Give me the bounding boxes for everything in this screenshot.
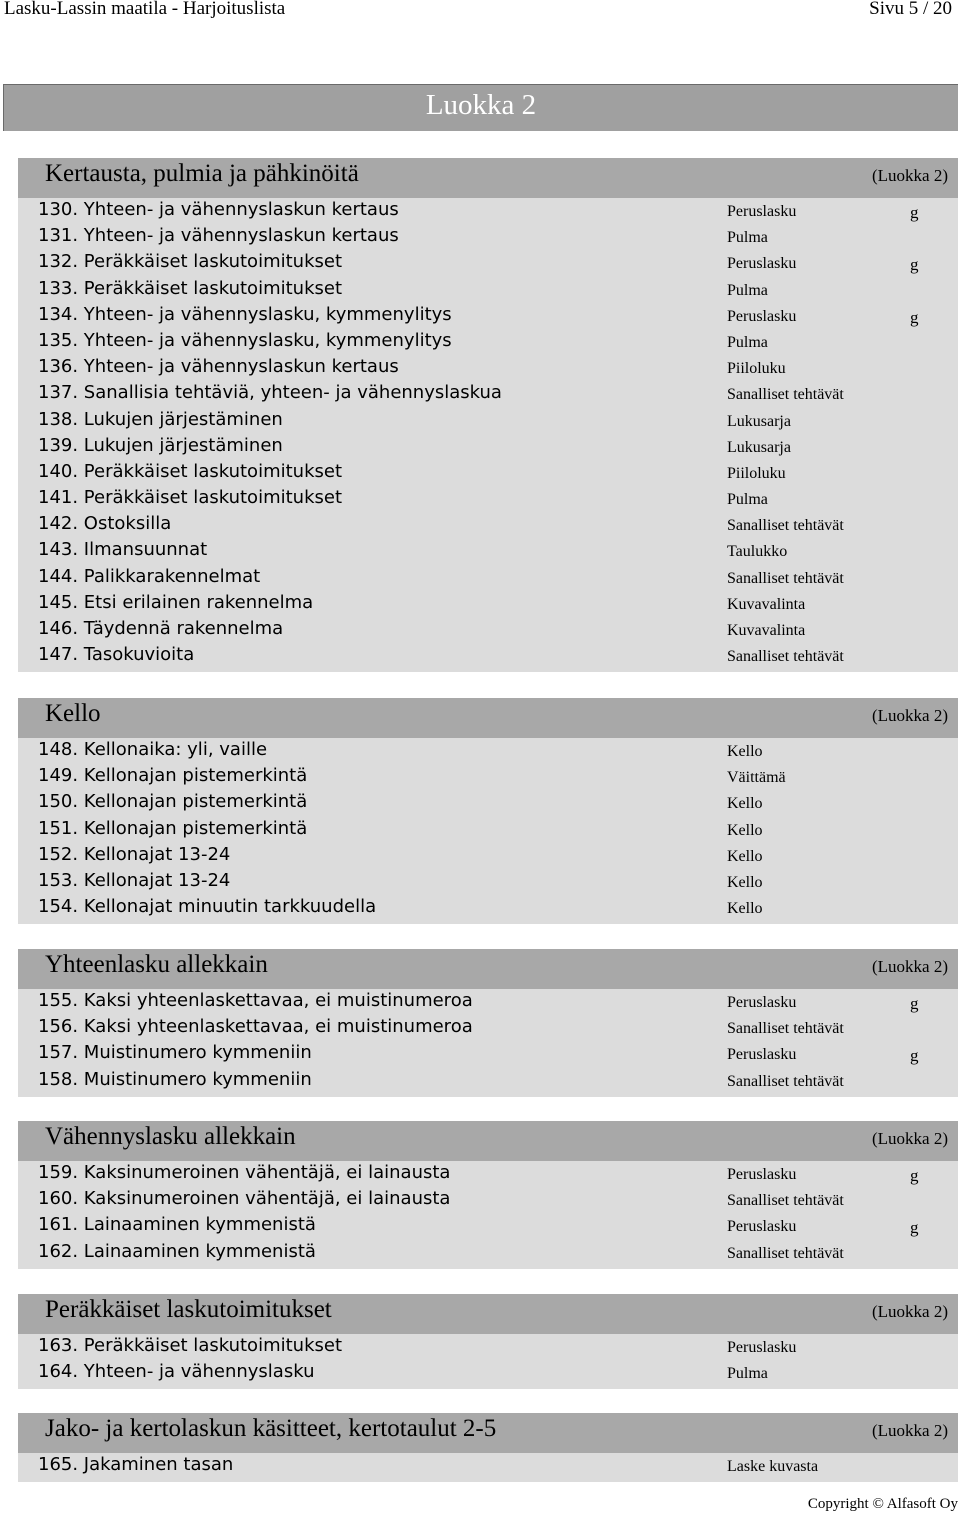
exercise-type: Kello	[727, 873, 763, 891]
section-items	[18, 738, 958, 924]
section-grade-level: (Luokka 2)	[871, 1302, 948, 1321]
section	[18, 698, 958, 924]
exercise-type: Kuvavalinta	[727, 622, 806, 639]
exercise-mark: g	[910, 994, 919, 1013]
exercise-mark: g	[910, 255, 919, 275]
list-item	[18, 644, 958, 670]
exercise-name: 149. Kellonajan pistemerkintä	[38, 765, 308, 787]
list-item	[18, 199, 958, 225]
exercise-type: Laske kuvasta	[727, 1458, 819, 1475]
section-items	[18, 1334, 958, 1389]
exercise-name: 136. Yhteen- ja vähennyslaskun kertaus	[38, 356, 399, 378]
section	[18, 1121, 958, 1269]
exercise-type: Pulma	[727, 491, 768, 509]
exercise-name: 140. Peräkkäiset laskutoimitukset	[38, 460, 343, 482]
list-item	[18, 1454, 958, 1480]
grade-banner	[3, 84, 958, 131]
exercise-name: 143. Ilmansuunnat	[38, 539, 208, 561]
document-title: Lasku-Lassin maatila - Harjoituslista	[4, 0, 286, 19]
exercise-name: 145. Etsi erilainen rakennelma	[38, 591, 314, 613]
exercise-type: Kuvavalinta	[727, 595, 806, 613]
exercise-name: 139. Lukujen järjestäminen	[38, 434, 283, 456]
copyright: Copyright © Alfasoft Oy	[807, 1496, 958, 1512]
list-item	[18, 739, 958, 765]
exercise-name: 142. Ostoksilla	[38, 513, 172, 535]
section-grade-level: (Luokka 2)	[871, 1129, 948, 1148]
exercise-name: 137. Sanallisia tehtäviä, yhteen- ja vähennyslaskua	[38, 382, 502, 404]
exercise-type: Kello	[727, 847, 763, 865]
exercise-type: Pulma	[727, 281, 768, 299]
exercise-name: 161. Lainaaminen kymmenistä	[38, 1214, 316, 1236]
section-header	[18, 949, 958, 989]
exercise-name: 156. Kaksi yhteenlaskettavaa, ei muistinumeroa	[38, 1016, 473, 1038]
list-item	[18, 1016, 958, 1042]
exercise-type: Piiloluku	[727, 360, 786, 378]
list-item	[18, 990, 958, 1016]
exercise-name: 153. Kellonajat 13-24	[38, 869, 231, 891]
exercise-type: Lukusarja	[727, 412, 791, 430]
list-item	[18, 566, 958, 592]
exercise-name: 160. Kaksinumeroinen vähentäjä, ei lainausta	[38, 1188, 451, 1210]
exercise-type: Taulukko	[727, 543, 788, 561]
exercise-mark: g	[910, 1166, 919, 1185]
exercise-name: 154. Kellonajat minuutin tarkkuudella	[38, 896, 377, 918]
list-item	[18, 1361, 958, 1387]
exercise-type: Sanalliset tehtävät	[727, 1244, 844, 1262]
list-item	[18, 487, 958, 513]
list-item	[18, 330, 958, 356]
list-item	[18, 1214, 958, 1240]
list-item	[18, 791, 958, 817]
exercise-type: Piiloluku	[727, 464, 786, 482]
exercise-mark: g	[910, 307, 919, 327]
list-item	[18, 896, 958, 922]
exercise-type: Peruslasku	[727, 1218, 797, 1236]
section-header	[18, 1413, 958, 1453]
section-grade-level: (Luokka 2)	[871, 166, 948, 185]
exercise-type: Pulma	[727, 1365, 768, 1383]
exercise-name: 150. Kellonajan pistemerkintä	[38, 791, 308, 813]
exercise-type: Pulma	[727, 333, 768, 351]
section-grade-level: (Luokka 2)	[871, 1421, 948, 1440]
exercise-type: Peruslasku	[727, 1166, 797, 1183]
exercise-name: 151. Kellonajan pistemerkintä	[38, 817, 308, 839]
exercise-type: Peruslasku	[727, 1046, 797, 1064]
section	[18, 158, 958, 672]
exercise-name: 158. Muistinumero kymmeniin	[38, 1068, 312, 1090]
exercise-name: 148. Kellonaika: yli, vaille	[38, 739, 268, 760]
section-title: Peräkkäiset laskutoimitukset	[45, 1296, 332, 1323]
list-item	[18, 435, 958, 461]
section	[18, 1294, 958, 1389]
list-item	[18, 1162, 958, 1188]
list-item	[18, 539, 958, 565]
exercise-mark: g	[910, 1218, 919, 1238]
exercise-type: Kello	[727, 900, 763, 918]
exercise-name: 141. Peräkkäiset laskutoimitukset	[38, 487, 343, 509]
exercise-type: Kello	[727, 743, 763, 760]
list-item	[18, 1188, 958, 1214]
exercise-type: Kello	[727, 795, 763, 813]
page-number: Sivu 5 / 20	[869, 0, 952, 19]
list-item	[18, 251, 958, 277]
list-item	[18, 592, 958, 618]
list-item	[18, 356, 958, 382]
list-item	[18, 1042, 958, 1068]
exercise-type: Peruslasku	[727, 1339, 797, 1356]
exercise-type: Sanalliset tehtävät	[727, 648, 844, 666]
exercise-type: Pulma	[727, 229, 768, 247]
section-title: Jako- ja kertolaskun käsitteet, kertotaulut 2-5	[45, 1415, 497, 1442]
exercise-name: 159. Kaksinumeroinen vähentäjä, ei lainausta	[38, 1162, 451, 1183]
exercise-type: Sanalliset tehtävät	[727, 386, 844, 404]
list-item	[18, 844, 958, 870]
list-item	[18, 765, 958, 791]
exercise-name: 132. Peräkkäiset laskutoimitukset	[38, 251, 343, 273]
exercise-name: 162. Lainaaminen kymmenistä	[38, 1240, 316, 1262]
section-title: Kertausta, pulmia ja pähkinöitä	[45, 160, 359, 187]
exercise-name: 135. Yhteen- ja vähennyslasku, kymmenylitys	[38, 329, 452, 351]
section-items	[18, 1161, 958, 1269]
section-header	[18, 1121, 958, 1161]
exercise-type: Sanalliset tehtävät	[727, 1192, 844, 1210]
exercise-type: Peruslasku	[727, 255, 797, 273]
exercise-type: Sanalliset tehtävät	[727, 1072, 844, 1090]
list-item	[18, 618, 958, 644]
exercise-name: 131. Yhteen- ja vähennyslaskun kertaus	[38, 225, 399, 247]
exercise-name: 146. Täydennä rakennelma	[38, 618, 284, 639]
exercise-name: 163. Peräkkäiset laskutoimitukset	[38, 1335, 343, 1356]
list-item	[18, 818, 958, 844]
section-grade-level: (Luokka 2)	[871, 957, 948, 976]
section-grade-level: (Luokka 2)	[871, 706, 948, 725]
exercise-mark: g	[910, 1046, 919, 1066]
list-item	[18, 409, 958, 435]
exercise-name: 155. Kaksi yhteenlaskettavaa, ei muistinumeroa	[38, 990, 473, 1011]
list-item	[18, 1335, 958, 1361]
section-items	[18, 198, 958, 672]
exercise-type: Sanalliset tehtävät	[727, 517, 844, 535]
section	[18, 1413, 958, 1482]
exercise-name: 165. Jakaminen tasan	[38, 1454, 234, 1475]
list-item	[18, 1069, 958, 1095]
section-title: Yhteenlasku allekkain	[45, 951, 268, 978]
exercise-type: Peruslasku	[727, 994, 797, 1011]
section-items	[18, 1453, 958, 1482]
exercise-type: Kello	[727, 821, 763, 839]
list-item	[18, 870, 958, 896]
exercise-mark: g	[910, 203, 919, 222]
exercise-name: 157. Muistinumero kymmeniin	[38, 1042, 312, 1064]
exercise-type: Väittämä	[727, 769, 786, 787]
exercise-name: 147. Tasokuvioita	[38, 644, 195, 666]
exercise-name: 138. Lukujen järjestäminen	[38, 408, 283, 430]
exercise-name: 152. Kellonajat 13-24	[38, 843, 231, 865]
exercise-type: Peruslasku	[727, 307, 797, 325]
list-item	[18, 1241, 958, 1267]
section-items	[18, 989, 958, 1097]
exercise-name: 144. Palikkarakennelmat	[38, 565, 261, 587]
exercise-name: 164. Yhteen- ja vähennyslasku	[38, 1361, 315, 1383]
page-header	[0, 0, 960, 28]
section-header	[18, 1294, 958, 1334]
section-title: Kello	[45, 700, 101, 727]
section-header	[18, 698, 958, 738]
list-item	[18, 461, 958, 487]
exercise-name: 133. Peräkkäiset laskutoimitukset	[38, 277, 343, 299]
section	[18, 949, 958, 1097]
list-item	[18, 304, 958, 330]
exercise-type: Sanalliset tehtävät	[727, 1020, 844, 1038]
list-item	[18, 278, 958, 304]
section-header	[18, 158, 958, 198]
list-item	[18, 513, 958, 539]
exercise-name: 130. Yhteen- ja vähennyslaskun kertaus	[38, 199, 399, 220]
exercise-type: Sanalliset tehtävät	[727, 569, 844, 587]
exercise-type: Peruslasku	[727, 203, 797, 220]
exercise-type: Lukusarja	[727, 438, 791, 456]
list-item	[18, 382, 958, 408]
list-item	[18, 225, 958, 251]
grade-title: Luokka 2	[425, 89, 537, 121]
exercise-name: 134. Yhteen- ja vähennyslasku, kymmenylitys	[38, 303, 452, 325]
section-title: Vähennyslasku allekkain	[45, 1123, 296, 1150]
